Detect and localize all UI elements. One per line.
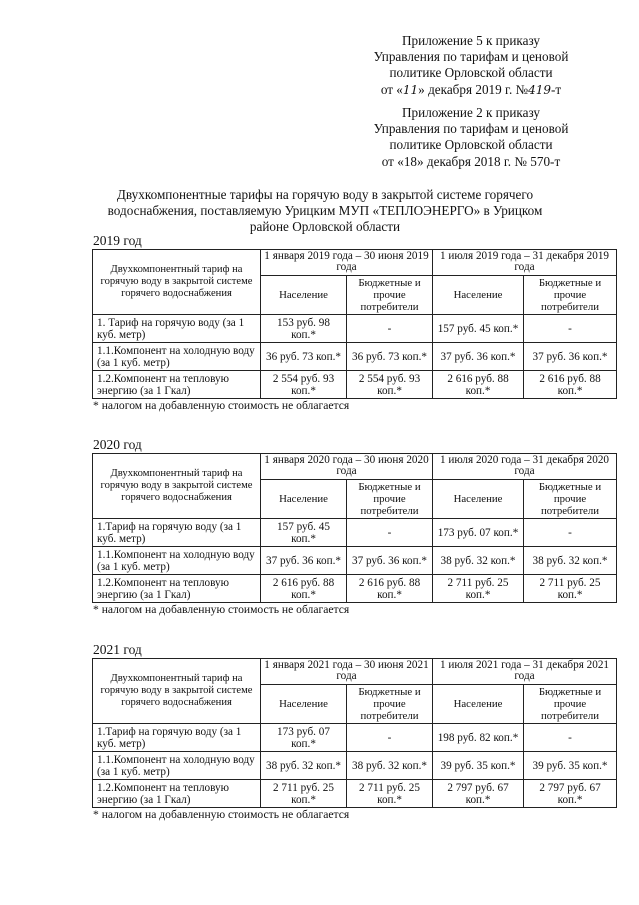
column-header: Население [261, 275, 347, 315]
tariff-section-2020 [92, 437, 616, 616]
appendix-2-line: от «18» декабря 2018 г. № 570-т [381, 153, 561, 169]
table-cell: 2 711 руб. 25 коп.* [347, 780, 433, 808]
column-header: Бюджетные и прочие потребители [524, 275, 617, 315]
appendix-2-line: Приложение 2 к приказу [402, 105, 540, 120]
table-corner-header: Двухкомпонентный тариф на горячую воду в закрытой системе горячего водоснабжения [93, 454, 261, 519]
appendix-header-1 [341, 33, 601, 98]
table-row [93, 519, 617, 547]
date-prefix: от « [380, 81, 403, 97]
period-header: 1 июля 2019 года – 31 декабря 2019 года [433, 250, 617, 276]
date-suffix: -т [551, 81, 562, 97]
table-row [93, 780, 617, 808]
table-cell: 38 руб. 32 коп.* [524, 547, 617, 575]
appendix-1-line: Приложение 5 к приказу [402, 33, 540, 48]
row-label: 1.1.Компонент на холодную воду (за 1 куб. метр) [93, 343, 261, 371]
handwritten-day: 11 [402, 82, 419, 97]
table-cell: 36 руб. 73 коп.* [347, 343, 433, 371]
table-cell: 38 руб. 32 коп.* [261, 752, 347, 780]
vat-footnote: * налогом на добавленную стоимость не облагается [93, 603, 350, 617]
table-row [93, 724, 617, 752]
table-row [93, 315, 617, 343]
table-cell: 37 руб. 36 коп.* [261, 547, 347, 575]
row-label: 1.Тариф на горячую воду (за 1 куб. метр) [93, 519, 261, 547]
table-cell: 38 руб. 32 коп.* [347, 752, 433, 780]
row-label: 1.2.Компонент на тепловую энергию (за 1 Гкал) [93, 371, 261, 399]
table-cell: 2 797 руб. 67 коп.* [524, 780, 617, 808]
table-cell: 37 руб. 36 коп.* [433, 343, 524, 371]
tariff-table [92, 249, 617, 399]
title-line: районе Орловской области [249, 219, 401, 234]
table-row [93, 371, 617, 399]
table-row [93, 575, 617, 603]
period-header: 1 июля 2021 года – 31 декабря 2021 года [433, 659, 617, 685]
table-corner-header: Двухкомпонентный тариф на горячую воду в закрытой системе горячего водоснабжения [93, 659, 261, 724]
row-label: 1.2.Компонент на тепловую энергию (за 1 Гкал) [93, 780, 261, 808]
table-cell: 2 797 руб. 67 коп.* [433, 780, 524, 808]
table-cell: 157 руб. 45 коп.* [261, 519, 347, 547]
row-label: 1. Тариф на горячую воду (за 1 куб. метр) [93, 315, 261, 343]
table-cell: 39 руб. 35 коп.* [524, 752, 617, 780]
table-cell: 2 616 руб. 88 коп.* [524, 371, 617, 399]
table-cell: - [524, 724, 617, 752]
column-header: Бюджетные и прочие потребители [524, 684, 617, 724]
table-row [93, 752, 617, 780]
column-header: Население [261, 479, 347, 519]
row-label: 1.Тариф на горячую воду (за 1 куб. метр) [93, 724, 261, 752]
table-cell: 2 711 руб. 25 коп.* [433, 575, 524, 603]
table-cell: 198 руб. 82 коп.* [433, 724, 524, 752]
table-cell: 2 711 руб. 25 коп.* [524, 575, 617, 603]
row-label: 1.2.Компонент на тепловую энергию (за 1 Гкал) [93, 575, 261, 603]
tariff-table [92, 658, 617, 808]
table-cell: 2 616 руб. 88 коп.* [433, 371, 524, 399]
period-header: 1 января 2021 года – 30 июня 2021 года [261, 659, 433, 685]
tariff-table [92, 453, 617, 603]
row-label: 1.1.Компонент на холодную воду (за 1 куб. метр) [93, 752, 261, 780]
section-year: 2021 год [93, 642, 142, 657]
column-header: Бюджетные и прочие потребители [347, 275, 433, 315]
table-cell: - [524, 519, 617, 547]
table-cell: 173 руб. 07 коп.* [261, 724, 347, 752]
appendix-2-line: Управления по тарифам и ценовой [373, 121, 569, 137]
column-header: Бюджетные и прочие потребители [347, 684, 433, 724]
table-cell: 37 руб. 36 коп.* [347, 547, 433, 575]
appendix-header-2 [341, 105, 601, 170]
table-cell: 157 руб. 45 коп.* [433, 315, 524, 343]
table-cell: 2 554 руб. 93 коп.* [261, 371, 347, 399]
column-header: Население [433, 684, 524, 724]
table-cell: 38 руб. 32 коп.* [433, 547, 524, 575]
title-line: водоснабжения, поставляемую Урицким МУП «ТЕПЛОЭНЕРГО» в Урицком [107, 203, 543, 218]
table-row [93, 343, 617, 371]
column-header: Население [433, 479, 524, 519]
appendix-1-line: политике Орловской области [389, 65, 553, 81]
vat-footnote: * налогом на добавленную стоимость не облагается [93, 399, 350, 413]
column-header: Бюджетные и прочие потребители [347, 479, 433, 519]
section-year: 2019 год [93, 233, 142, 248]
appendix-1-line: Управления по тарифам и ценовой [373, 49, 569, 65]
column-header: Население [261, 684, 347, 724]
table-cell: 39 руб. 35 коп.* [433, 752, 524, 780]
date-mid: » декабря 2019 г. № [418, 81, 529, 97]
section-year: 2020 год [93, 437, 142, 452]
period-header: 1 января 2020 года – 30 июня 2020 года [261, 454, 433, 480]
table-cell: - [347, 724, 433, 752]
table-cell: - [347, 315, 433, 343]
period-header: 1 июля 2020 года – 31 декабря 2020 года [433, 454, 617, 480]
row-label: 1.1.Компонент на холодную воду (за 1 куб. метр) [93, 547, 261, 575]
table-cell: 153 руб. 98 коп.* [261, 315, 347, 343]
vat-footnote: * налогом на добавленную стоимость не облагается [93, 808, 350, 822]
column-header: Бюджетные и прочие потребители [524, 479, 617, 519]
table-cell: 36 руб. 73 коп.* [261, 343, 347, 371]
table-cell: 2 711 руб. 25 коп.* [261, 780, 347, 808]
title-line: Двухкомпонентные тарифы на горячую воду в закрытой системе горячего [116, 187, 534, 202]
column-header: Население [433, 275, 524, 315]
appendix-2-line: политике Орловской области [389, 137, 553, 153]
table-cell: - [524, 315, 617, 343]
table-cell: 173 руб. 07 коп.* [433, 519, 524, 547]
appendix-1-date [341, 82, 601, 98]
document-title [95, 187, 555, 235]
table-row [93, 547, 617, 575]
period-header: 1 января 2019 года – 30 июня 2019 года [261, 250, 433, 276]
tariff-section-2019 [92, 233, 616, 412]
table-cell: 37 руб. 36 коп.* [524, 343, 617, 371]
table-cell: 2 616 руб. 88 коп.* [347, 575, 433, 603]
table-cell: - [347, 519, 433, 547]
table-cell: 2 616 руб. 88 коп.* [261, 575, 347, 603]
table-cell: 2 554 руб. 93 коп.* [347, 371, 433, 399]
handwritten-number: 419 [528, 82, 552, 97]
table-corner-header: Двухкомпонентный тариф на горячую воду в закрытой системе горячего водоснабжения [93, 250, 261, 315]
tariff-section-2021 [92, 642, 616, 821]
